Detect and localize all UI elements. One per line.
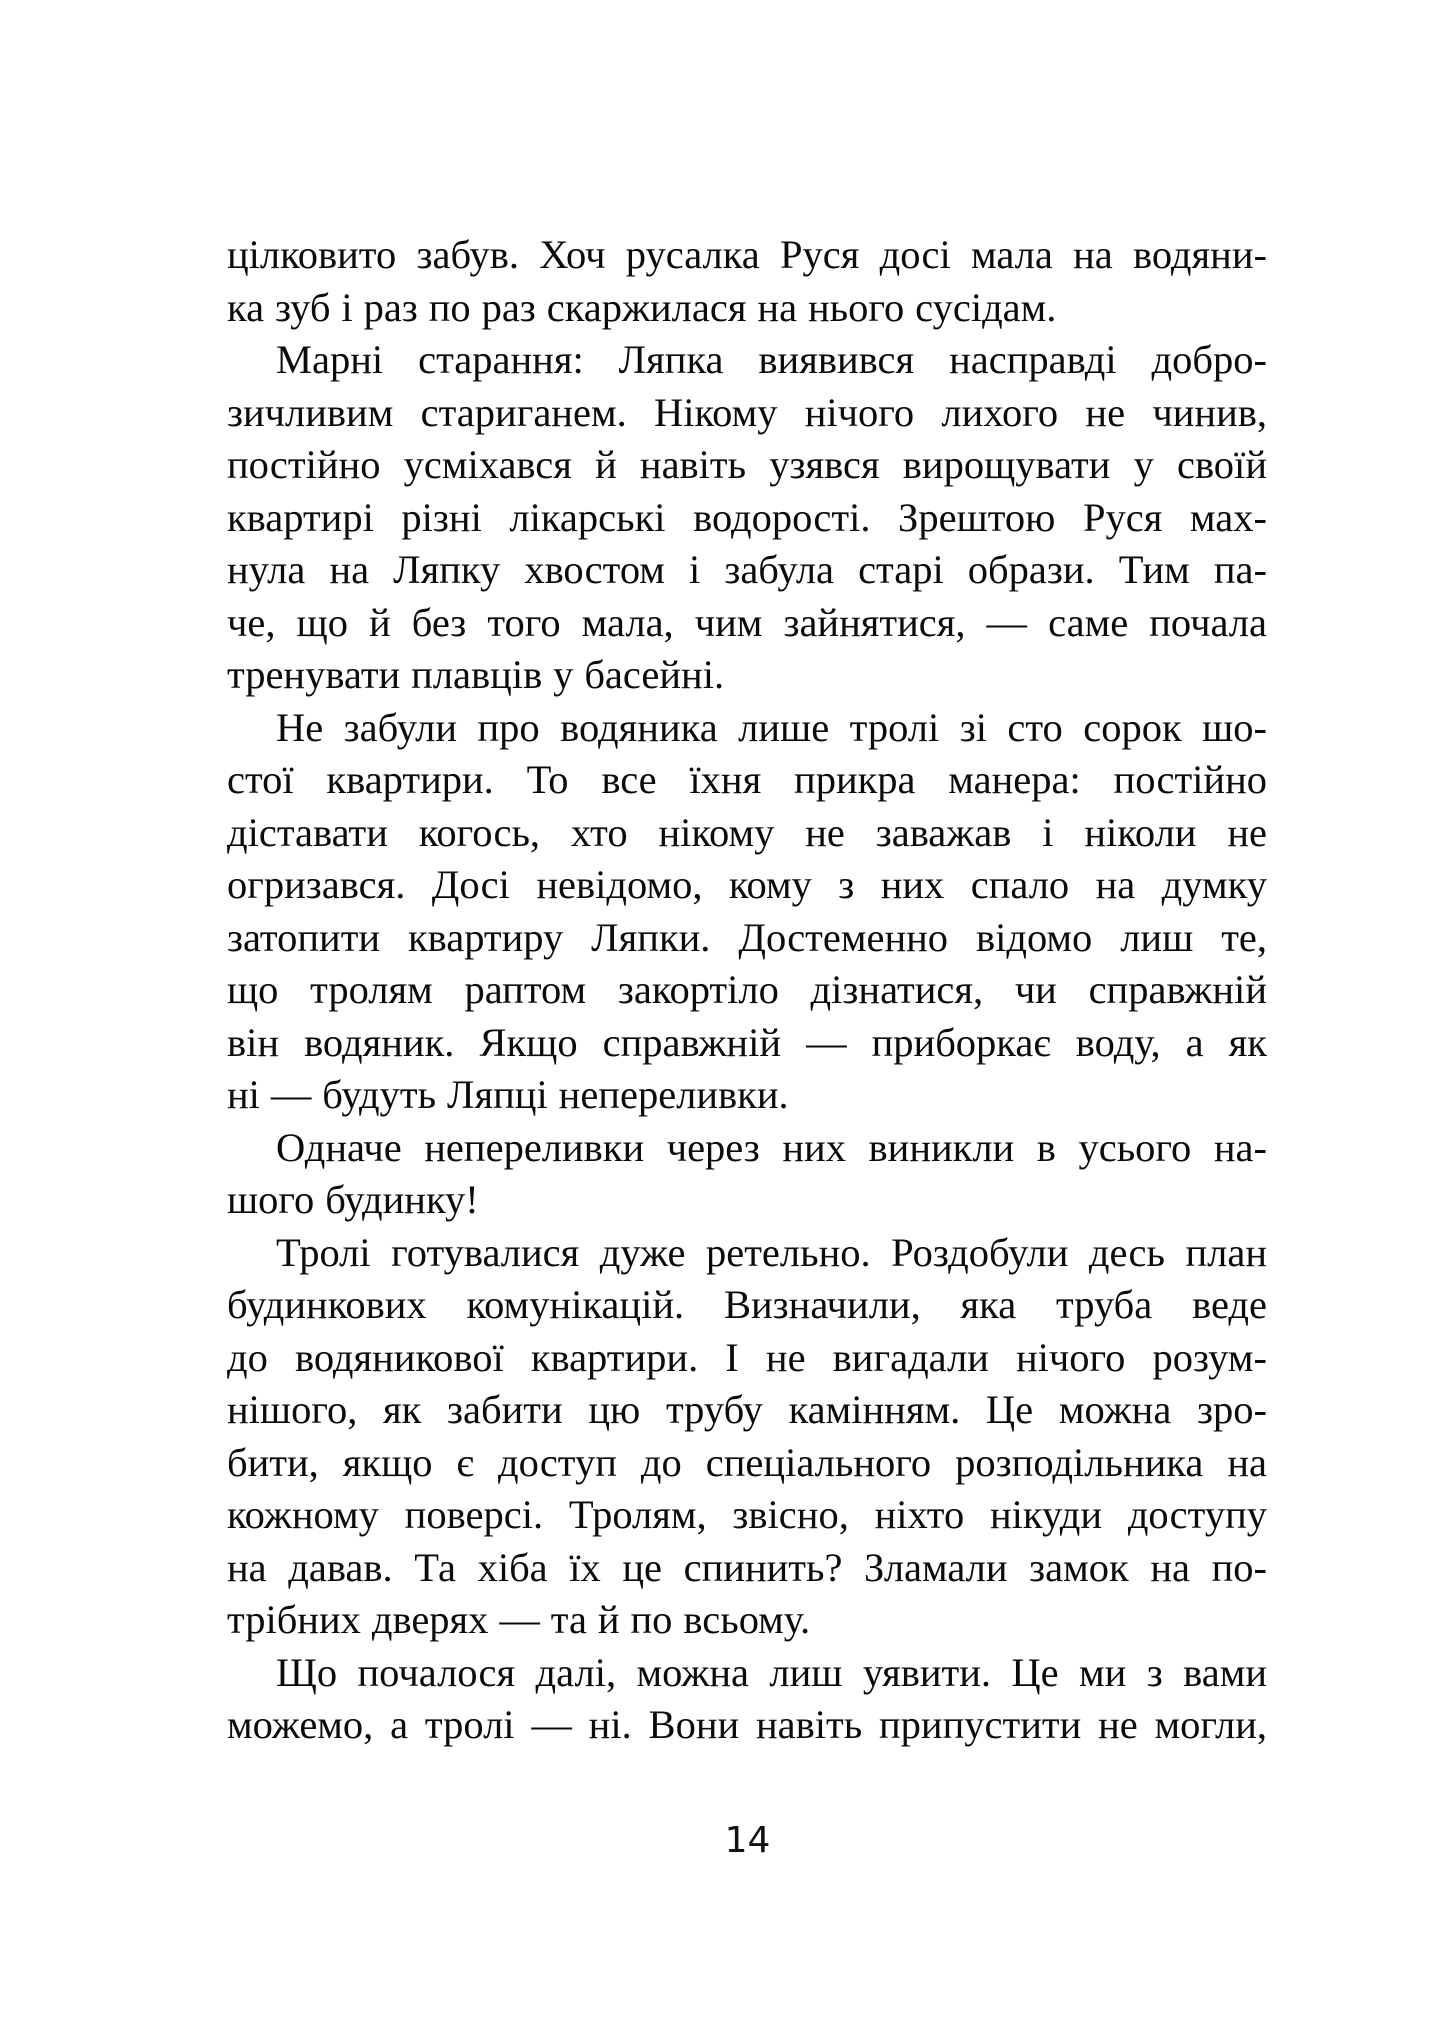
text-line: постійно усміхався й навіть узявся вирощувати у своїй: [227, 442, 1267, 487]
text-line: нішого, як забити цю трубу камінням. Це можна зро-: [227, 1387, 1267, 1432]
text-line: нула на Ляпку хвостом і забула старі образи. Тим па-: [227, 547, 1267, 592]
text-line: на давав. Та хіба їх це спинить? Зламали замок на по-: [227, 1544, 1267, 1590]
text-line: Тролі готувалися дуже ретельно. Роздобули десь план: [276, 1229, 1267, 1275]
body-text: [227, 229, 1267, 1752]
text-line: можемо, а тролі — ні. Вони навіть припустити не могли,: [227, 1702, 1267, 1747]
text-line: він водяник. Якщо справжній — приборкає воду, а як: [227, 1019, 1267, 1065]
text-line: тренувати плавців у басейні.: [227, 652, 725, 697]
text-line: огризався. Досі невідомо, кому з них спало на думку: [227, 862, 1267, 907]
paragraph: [227, 1647, 1267, 1752]
text-line: ні — будуть Ляпці непереливки.: [227, 1072, 789, 1117]
text-line: че, що й без того мала, чим зайнятися, — саме почала: [227, 599, 1267, 645]
paragraph: [227, 1227, 1267, 1647]
text-line: будинкових комунікацій. Визначили, яка труба веде: [227, 1282, 1267, 1327]
text-line: шого будинку!: [227, 1177, 479, 1222]
text-line: кожному поверсі. Тролям, звісно, ніхто нікуди доступу: [227, 1492, 1267, 1537]
text-line: Що почалося далі, можна лиш уявити. Це ми з вами: [276, 1649, 1267, 1695]
text-line: стої квартири. То все їхня прикра манера: постійно: [227, 757, 1267, 802]
text-line: до водяникової квартири. І не вигадали нічого розум-: [227, 1334, 1267, 1380]
page-number: 14: [724, 1820, 771, 1861]
paragraph: [227, 702, 1267, 1122]
text-line: зичливим стариганем. Нікому нічого лихого не чинив,: [227, 389, 1267, 435]
text-line: ка зуб і раз по раз скаржилася на нього сусідам.: [227, 284, 1057, 330]
paragraph: [227, 334, 1267, 702]
paragraph: [227, 229, 1267, 334]
paragraph: [227, 1122, 1267, 1227]
text-line: діставати когось, хто нікому не заважав і ніколи не: [227, 809, 1267, 855]
text-line: затопити квартиру Ляпки. Достеменно відомо лиш те,: [227, 914, 1267, 960]
text-line: що тролям раптом закортіло дізнатися, чи справжній: [227, 967, 1267, 1012]
text-line: Одначе непереливки через них виникли в усього на-: [276, 1124, 1267, 1170]
text-line: цілковито забув. Хоч русалка Руся досі мала на водяни-: [227, 232, 1267, 277]
text-line: Марні старання: Ляпка виявився насправді добро-: [276, 337, 1267, 382]
text-line: Не забули про водяника лише тролі зі сто сорок шо-: [276, 704, 1267, 750]
text-line: трібних дверях — та й по всьому.: [227, 1597, 811, 1642]
text-line: бити, якщо є доступ до спеціального розподільника на: [227, 1439, 1267, 1485]
text-line: квартирі різні лікарські водорості. Зрештою Руся мах-: [227, 494, 1267, 540]
